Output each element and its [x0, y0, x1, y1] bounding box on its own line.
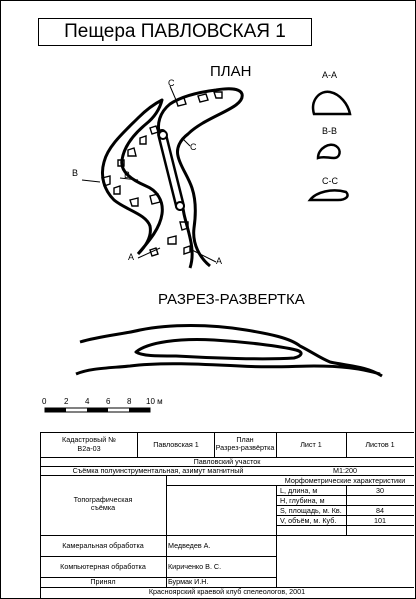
survey-method: Съёмка полуинструментальная, азимут магнитный — [72, 467, 244, 475]
divider — [40, 432, 41, 598]
divider — [276, 495, 414, 496]
divider — [166, 485, 414, 486]
footer-credit: Красноярский краевой клуб спелеологов, 2001 — [148, 588, 306, 596]
cameral-name: Медведев А. — [168, 542, 211, 550]
morpho-value: 101 — [374, 517, 386, 525]
scale-tick-label: 0 — [42, 397, 47, 406]
divider — [276, 525, 414, 526]
page-title: Пещера ПАВЛОВСКАЯ 1 — [38, 18, 312, 46]
plan-inner-wall — [102, 100, 162, 254]
sheets-total: Листов 1 — [365, 441, 395, 449]
divider — [166, 475, 167, 587]
computer-name: Кириченко В. С. — [168, 563, 222, 571]
survey-station — [176, 202, 184, 210]
section-mark-b: B — [72, 168, 79, 178]
scale-bar — [45, 408, 150, 412]
morpho-label: L, длина, м — [280, 487, 318, 495]
morphometry-title: Морфометрические характеристики — [284, 477, 406, 485]
cadastre-number: В2а-03 — [77, 445, 101, 453]
profile-inner-chamber — [136, 340, 301, 359]
scale-tick-label: 6 — [106, 397, 111, 406]
topo-survey-label: Топографическая съёмка — [73, 496, 133, 512]
divider — [40, 475, 414, 476]
section-bb-label: B-B — [322, 126, 338, 136]
divider — [40, 535, 414, 536]
divider — [276, 515, 414, 516]
divider — [276, 485, 277, 587]
computer-label: Компьютерная обработка — [60, 563, 146, 571]
cave-name: Павловская 1 — [153, 441, 199, 449]
drawing-scale: М1:200 — [333, 467, 357, 475]
section-cc-shape — [310, 190, 348, 200]
accepted-label: Принял — [90, 578, 116, 586]
profile-outline — [76, 326, 382, 377]
divider — [40, 556, 276, 557]
profile-heading: РАЗРЕЗ-РАЗВЕРТКА — [158, 291, 305, 308]
section-mark-a: A — [216, 256, 223, 266]
section-mark-c: C — [190, 142, 197, 152]
section-aa-label: A-A — [322, 70, 338, 80]
section-cc-label: C-C — [322, 176, 338, 186]
cameral-label: Камеральная обработка — [62, 542, 144, 550]
section-mark-c: C — [168, 78, 175, 88]
morpho-value: 30 — [376, 487, 384, 495]
sheet-type: План Разрез-развёртка — [215, 436, 275, 452]
scale-tick-label: 10 м — [146, 397, 163, 406]
section-mark-a: A — [128, 252, 135, 262]
section-bb-shape — [318, 145, 340, 158]
accepted-name: Бурмак И.Н. — [168, 578, 209, 586]
area-name: Павловский участок — [193, 458, 261, 466]
scale-tick-label: 8 — [127, 397, 132, 406]
plan-heading: ПЛАН — [210, 63, 252, 80]
title-block — [40, 432, 414, 598]
morpho-label: S, площадь, м. Кв. — [280, 507, 342, 515]
sheet-number: Лист 1 — [300, 441, 322, 449]
section-aa-shape — [313, 92, 350, 114]
morpho-label: H, глубина, м — [280, 497, 325, 505]
divider — [40, 432, 414, 433]
section-mark-b: B — [124, 170, 131, 180]
cadastre-label: Кадастровый № — [62, 436, 116, 444]
morpho-label: V, объём, м. Куб. — [280, 517, 337, 525]
morpho-value: 84 — [376, 507, 384, 515]
survey-station — [159, 131, 167, 139]
divider — [276, 505, 414, 506]
scale-tick-label: 2 — [64, 397, 69, 406]
scale-tick-label: 4 — [85, 397, 90, 406]
